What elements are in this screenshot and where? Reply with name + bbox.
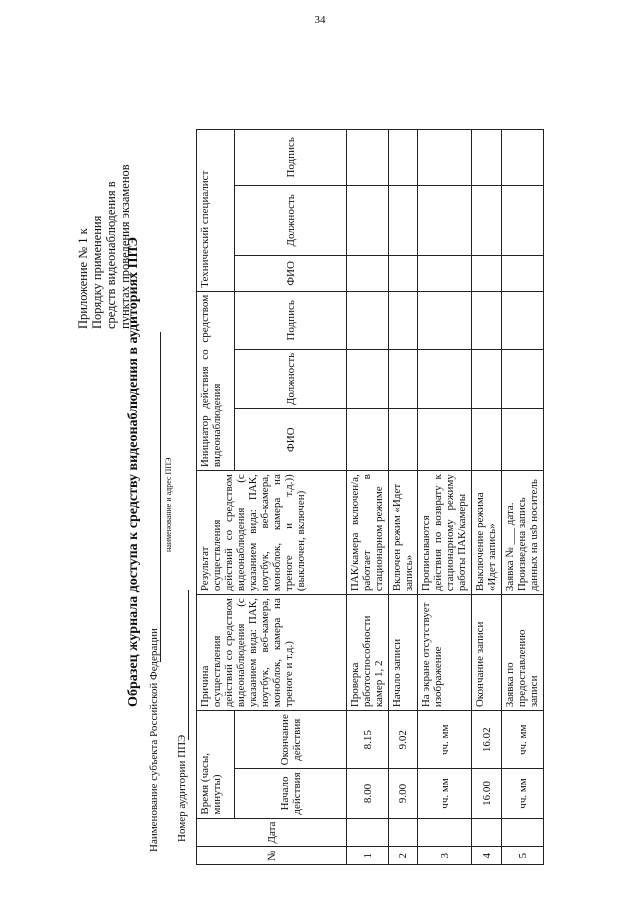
row-start: 16.00: [472, 769, 502, 818]
row-num: 4: [472, 847, 502, 865]
page-number: 34: [314, 14, 326, 26]
row-initiator-fio: [347, 409, 389, 471]
appendix-line: Порядку применения: [90, 215, 104, 329]
row-initiator-position: [347, 349, 389, 408]
row-initiator-signature: [389, 291, 418, 349]
row-tech-signature: [472, 129, 502, 185]
row-end: 9.02: [389, 711, 418, 769]
row-reason: Проверка работоспособности камер 1, 2: [347, 595, 389, 711]
row-reason: Окончание записи: [472, 595, 502, 711]
row-start: чч. мм: [418, 769, 472, 818]
row-tech-fio: [502, 255, 544, 291]
row-tech-position: [347, 185, 389, 255]
row-num: 2: [389, 847, 418, 865]
header-end: Окончание действия: [235, 711, 347, 769]
row-tech-signature: [389, 129, 418, 185]
room-underline: [188, 590, 189, 740]
row-tech-fio: [418, 255, 472, 291]
row-num: 5: [502, 847, 544, 865]
header-start: Начало действия: [235, 769, 347, 818]
access-log-table: [196, 129, 544, 865]
row-end: 8.15: [347, 711, 389, 769]
row-initiator-position: [389, 349, 418, 408]
header-tech: Технический специалист: [197, 129, 235, 291]
room-line: [176, 542, 192, 842]
row-initiator-fio: [389, 409, 418, 471]
row-initiator-position: [418, 349, 472, 408]
row-end: чч. мм: [502, 711, 544, 769]
row-num: 1: [347, 847, 389, 865]
appendix-note: [76, 59, 132, 329]
row-date: [389, 818, 418, 847]
row-initiator-signature: [472, 291, 502, 349]
row-tech-signature: [347, 129, 389, 185]
row-result: Заявка № ___ дата. Произведена запись данных на usb носитель: [502, 471, 544, 595]
header-num: №: [197, 847, 347, 865]
row-start: 9.00: [389, 769, 418, 818]
row-initiator-position: [472, 349, 502, 408]
subject-line: [148, 72, 173, 852]
appendix-line: пунктах проведения экзаменов: [118, 164, 132, 329]
header-initiator-position: Должность: [235, 349, 347, 408]
header-tech-position: Должность: [235, 185, 347, 255]
row-end: чч. мм: [418, 711, 472, 769]
row-result: ПАК/камера включен/а, работает в стационарном режиме: [347, 471, 389, 595]
header-date: Дата: [197, 818, 347, 847]
row-initiator-fio: [472, 409, 502, 471]
row-reason: На экране отсутствует изображение: [418, 595, 472, 711]
header-initiator-signature: Подпись: [235, 291, 347, 349]
row-initiator-signature: [347, 291, 389, 349]
row-date: [472, 818, 502, 847]
table-row: [418, 129, 472, 864]
row-date: [502, 818, 544, 847]
room-label: Номер аудитории ППЭ: [176, 734, 188, 842]
table-row: [389, 129, 418, 864]
ppe-hint: наименование и адрес ППЭ: [164, 457, 173, 552]
header-initiator-fio: ФИО: [235, 409, 347, 471]
row-tech-fio: [389, 255, 418, 291]
row-tech-signature: [502, 129, 544, 185]
row-start: 8.00: [347, 769, 389, 818]
header-reason: Причина осуществления действий со средством видеонаблюдения (с указанием вида: ПАК, ноутбук, веб-камера, моноблок, камера на треноге и т.д.): [197, 595, 347, 711]
row-initiator-signature: [418, 291, 472, 349]
row-tech-position: [389, 185, 418, 255]
row-reason: Заявка по предоставлению записи: [502, 595, 544, 711]
header-tech-signature: Подпись: [235, 129, 347, 185]
row-initiator-position: [502, 349, 544, 408]
row-initiator-signature: [502, 291, 544, 349]
appendix-line: Приложение № 1 к: [76, 228, 90, 329]
row-reason: Начало записи: [389, 595, 418, 711]
row-tech-fio: [472, 255, 502, 291]
header-time-group: Время (часы, минуты): [197, 711, 235, 818]
row-tech-position: [472, 185, 502, 255]
row-result: Выключение режима «Идет запись»: [472, 471, 502, 595]
table-row: [502, 129, 544, 864]
row-end: 16.02: [472, 711, 502, 769]
appendix-line: средств видеонаблюдения в: [104, 181, 118, 329]
row-tech-fio: [347, 255, 389, 291]
header-result: Результат осуществления действий со средством видеонаблюдения (с указанием вида: ПАК, ноутбук, веб-камера, моноблок, камера на треноге и т.д.)) (выключен, включен): [197, 471, 347, 595]
header-tech-fio: ФИО: [235, 255, 347, 291]
subject-label: Наименование субъекта Российской Федерации: [148, 628, 160, 852]
table-row: [472, 129, 502, 864]
subject-underline: [160, 332, 161, 662]
rotated-page-content: [0, 52, 540, 892]
row-tech-signature: [418, 129, 472, 185]
header-initiator: Инициатор действия со средством видеонаблюдения: [197, 291, 235, 470]
row-initiator-fio: [502, 409, 544, 471]
row-result: Прописываются действия по возврату к стационарному режиму работы ПАК/камеры: [418, 471, 472, 595]
row-initiator-fio: [418, 409, 472, 471]
row-start: чч. мм: [502, 769, 544, 818]
document-title: Образец журнала доступа к средству видеонаблюдения в аудиториях ППЭ: [126, 237, 141, 707]
row-date: [347, 818, 389, 847]
table-row: [347, 129, 389, 864]
row-num: 3: [418, 847, 472, 865]
row-tech-position: [502, 185, 544, 255]
row-tech-position: [418, 185, 472, 255]
row-date: [418, 818, 472, 847]
row-result: Включен режим «Идет запись»: [389, 471, 418, 595]
